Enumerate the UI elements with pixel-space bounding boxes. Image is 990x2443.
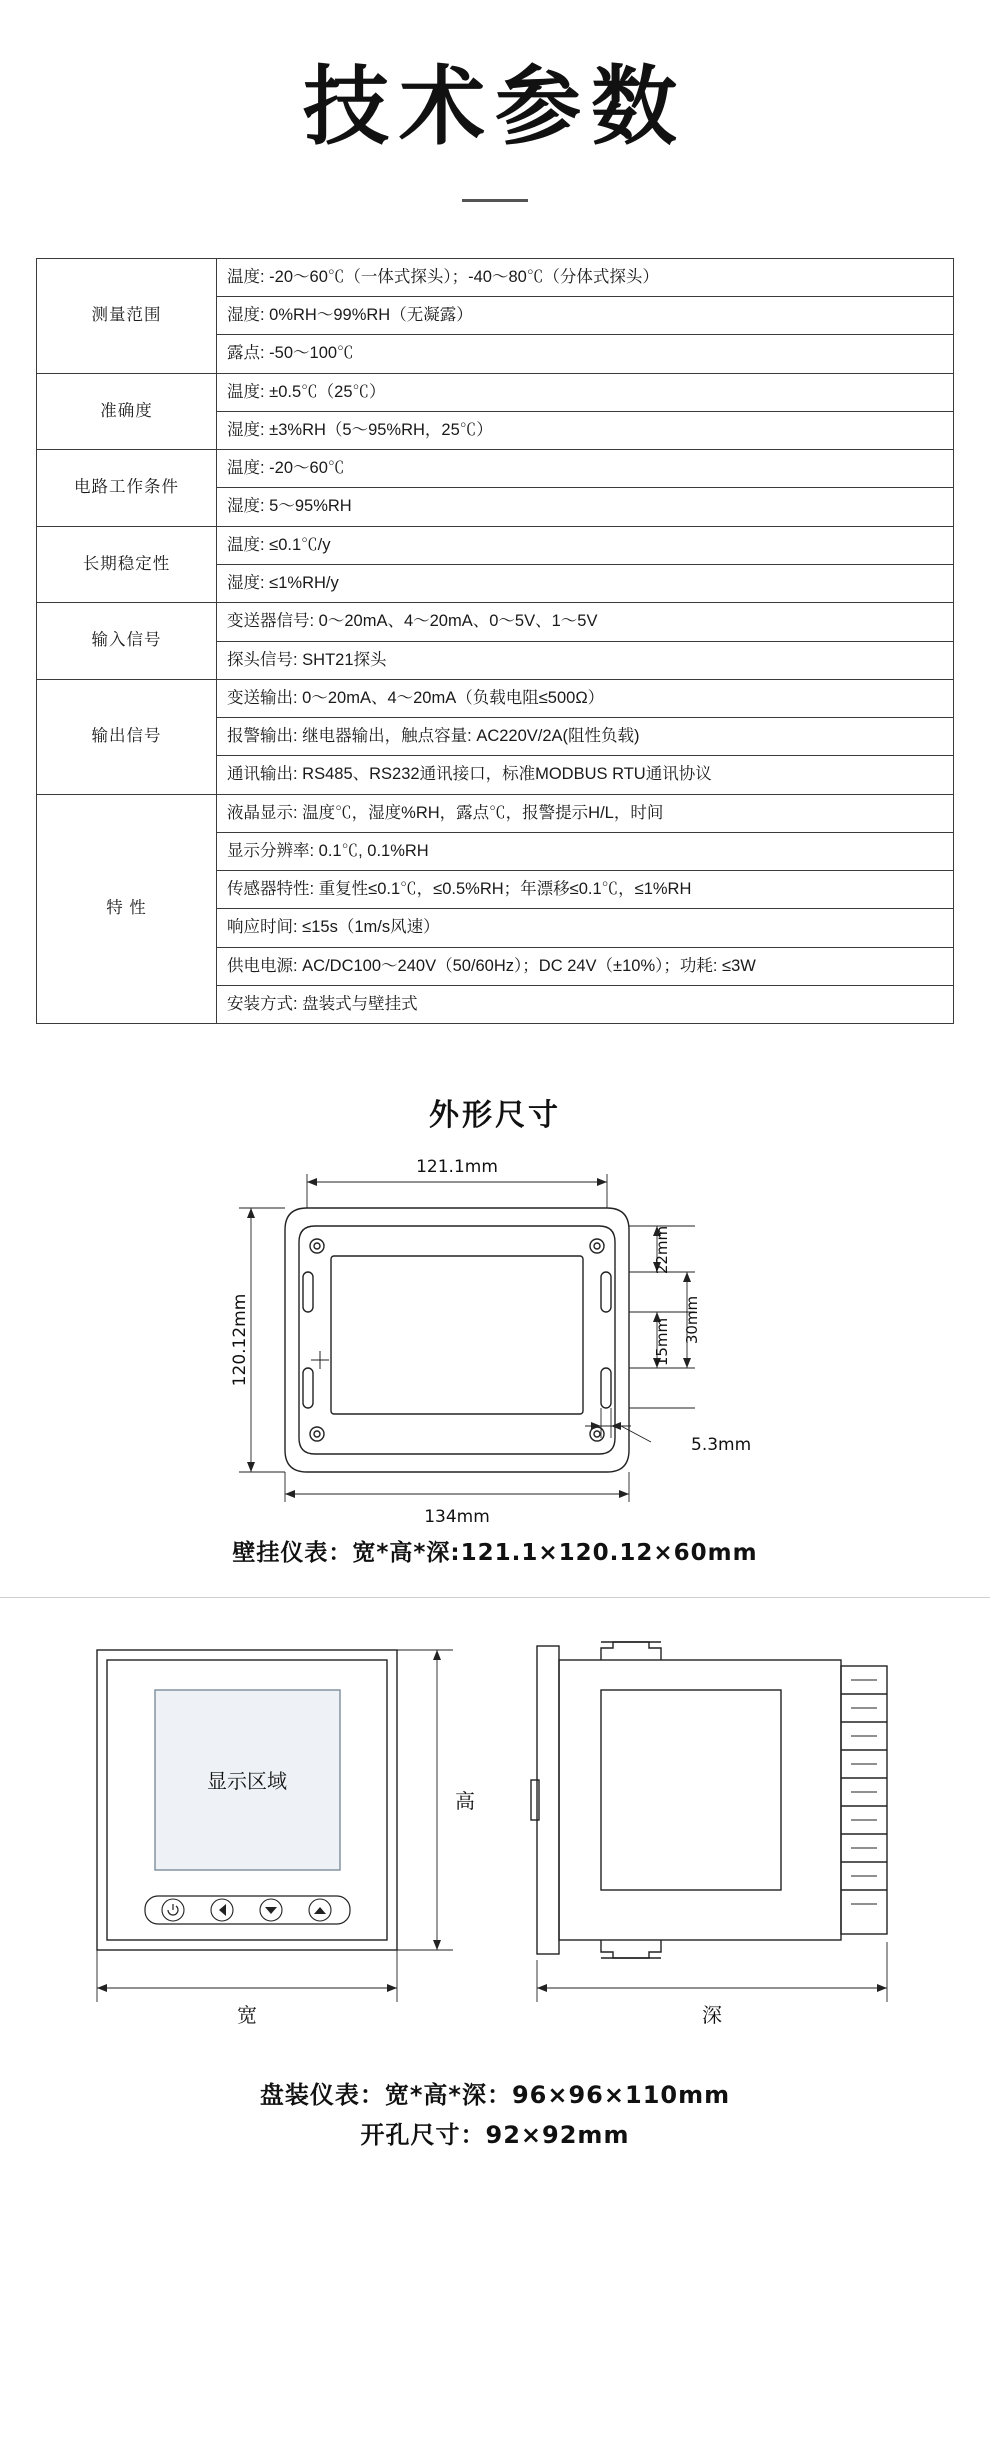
- spec-value: 温度: ≤0.1℃/y: [217, 526, 954, 564]
- page-title: 技术参数: [303, 57, 687, 157]
- display-area-label: 显示区域: [207, 1769, 287, 1794]
- spec-table-wrap: [36, 258, 954, 1024]
- spec-value: 探头信号: SHT21探头: [217, 641, 954, 679]
- spec-value: 显示分辨率: 0.1℃, 0.1%RH: [217, 832, 954, 870]
- spec-table: [36, 258, 954, 1024]
- spec-category: 输入信号: [37, 603, 217, 680]
- spec-value: 湿度: 0%RH〜99%RH（无凝露）: [217, 297, 954, 335]
- dim-corner-53: 5.3mm: [691, 1435, 752, 1456]
- spec-category: 电路工作条件: [37, 450, 217, 527]
- spec-value: 湿度: ≤1%RH/y: [217, 565, 954, 603]
- spec-value: 通讯输出: RS485、RS232通讯接口，标准MODBUS RTU通讯协议: [217, 756, 954, 794]
- spec-value: 湿度: ±3%RH（5〜95%RH，25℃）: [217, 411, 954, 449]
- table-row: [37, 526, 954, 564]
- wall-mount-caption: 壁挂仪表：宽*高*深:121.1×120.12×60mm: [232, 1540, 758, 1567]
- dim-right-15: 15mm: [653, 1318, 671, 1367]
- spec-value: 供电电源: AC/DC100〜240V（50/60Hz）；DC 24V（±10%）；功耗: ≤3W: [217, 947, 954, 985]
- depth-label: 深: [702, 2003, 722, 2028]
- spec-value: 湿度: 5〜95%RH: [217, 488, 954, 526]
- wall-mount-svg: [135, 1150, 855, 1530]
- spec-value: 温度: -20〜60℃（一体式探头）；-40〜80℃（分体式探头）: [217, 258, 954, 296]
- dim-top-width: 121.1mm: [416, 1157, 498, 1178]
- table-row: [37, 373, 954, 411]
- spec-category: 特 性: [37, 794, 217, 1024]
- power-icon[interactable]: [162, 1899, 184, 1921]
- spec-value: 变送输出: 0〜20mA、4〜20mA（负载电阻≤500Ω）: [217, 679, 954, 717]
- dim-right-22: 22mm: [653, 1226, 671, 1275]
- title-divider: [462, 199, 528, 202]
- spec-category: 测量范围: [37, 258, 217, 373]
- table-row: [37, 450, 954, 488]
- panel-mount-drawing: [0, 1620, 990, 2050]
- spec-value: 变送器信号: 0〜20mA、4〜20mA、0〜5V、1〜5V: [217, 603, 954, 641]
- panel-caption-line1: 盘装仪表：宽*高*深：96×96×110mm: [259, 2081, 731, 2110]
- spec-value: 液晶显示: 温度℃，湿度%RH，露点℃，报警提示H/L，时间: [217, 794, 954, 832]
- spec-value: 报警输出: 继电器输出，触点容量: AC220V/2A(阻性负载): [217, 718, 954, 756]
- spec-value: 安装方式: 盘装式与壁挂式: [217, 985, 954, 1023]
- section-divider: [0, 1597, 990, 1598]
- table-row: [37, 258, 954, 296]
- spec-value: 露点: -50〜100℃: [217, 335, 954, 373]
- table-row: [37, 603, 954, 641]
- spec-category: 输出信号: [37, 679, 217, 794]
- height-label: 高: [455, 1789, 475, 1814]
- dim-right-30: 30mm: [683, 1296, 701, 1345]
- table-row: [37, 794, 954, 832]
- wall-mount-drawing: [0, 1150, 990, 1530]
- spec-value: 响应时间: ≤15s（1m/s风速）: [217, 909, 954, 947]
- panel-mount-caption: [0, 2076, 990, 2155]
- section-title-dimensions: 外形尺寸: [429, 1098, 561, 1134]
- panel-caption-line2: 开孔尺寸：92×92mm: [360, 2120, 630, 2149]
- panel-mount-svg: [45, 1620, 945, 2040]
- dim-bottom-width: 134mm: [424, 1507, 490, 1528]
- table-row: [37, 679, 954, 717]
- spec-value: 温度: -20〜60℃: [217, 450, 954, 488]
- spec-value: 传感器特性: 重复性≤0.1℃，≤0.5%RH；年漂移≤0.1℃，≤1%RH: [217, 871, 954, 909]
- spec-value: 温度: ±0.5℃（25℃）: [217, 373, 954, 411]
- dim-left-height: 120.12mm: [230, 1293, 250, 1387]
- spec-category: 准确度: [37, 373, 217, 450]
- width-label: 宽: [237, 2003, 257, 2028]
- left-arrow-icon[interactable]: [211, 1899, 233, 1921]
- spec-category: 长期稳定性: [37, 526, 217, 603]
- up-arrow-icon[interactable]: [309, 1899, 331, 1921]
- down-arrow-icon[interactable]: [260, 1899, 282, 1921]
- title-block: [0, 0, 990, 202]
